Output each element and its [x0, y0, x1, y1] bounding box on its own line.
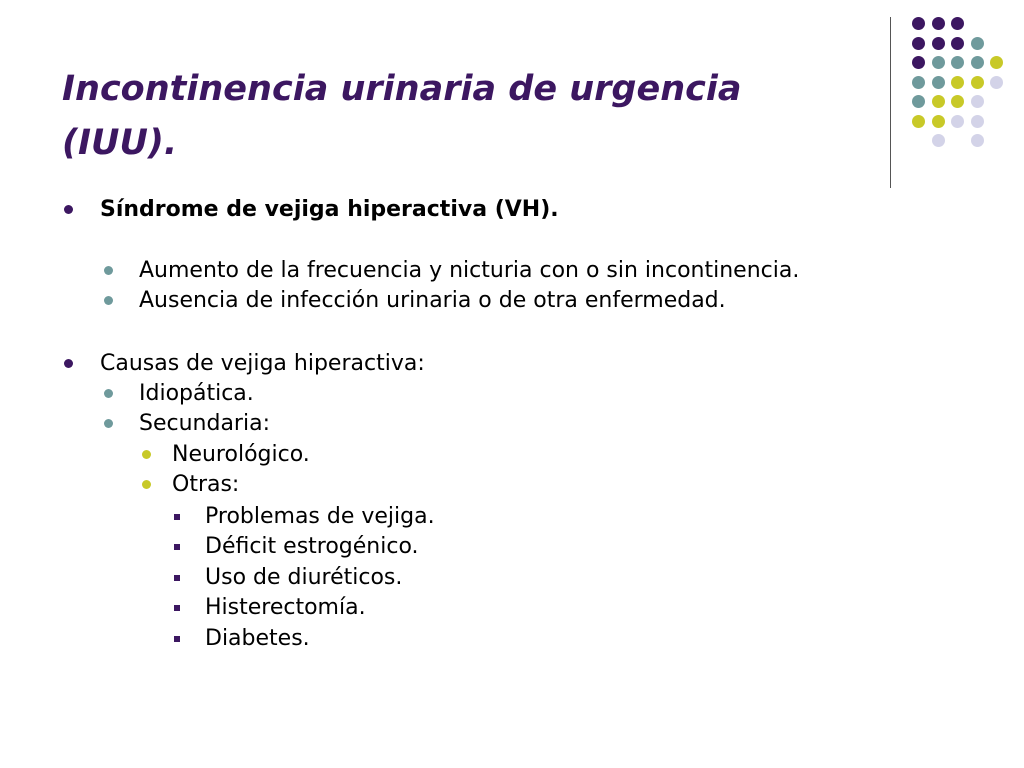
- slide-title: Incontinencia urinaria de urgencia (IUU).: [62, 69, 742, 163]
- bullet-marker-icon: [174, 636, 180, 642]
- bullet-marker-icon: [174, 544, 180, 550]
- bullet-item-level-4: Histerectomía.: [205, 595, 366, 620]
- bullet-item-level-2: Idiopática.: [139, 381, 254, 406]
- bullet-item-level-4: Uso de diuréticos.: [205, 565, 403, 590]
- bullet-item-level-3: Neurológico.: [172, 442, 310, 467]
- bullet-marker-icon: [104, 266, 113, 275]
- bullet-marker-icon: [142, 450, 151, 459]
- bullet-marker-icon: [104, 389, 113, 398]
- bullet-marker-icon: [174, 575, 180, 581]
- bullet-marker-icon: [104, 296, 113, 305]
- bullet-item-level-4: Déficit estrogénico.: [205, 534, 419, 559]
- bullet-item-level-3: Otras:: [172, 472, 240, 497]
- bullet-item-level-4: Problemas de vejiga.: [205, 504, 435, 529]
- bullet-item-level-1: Síndrome de vejiga hiperactiva (VH).: [100, 197, 559, 222]
- bullet-item-level-2: Secundaria:: [139, 411, 270, 436]
- bullet-marker-icon: [104, 419, 113, 428]
- bullet-marker-icon: [142, 480, 151, 489]
- bullet-item-level-1: Causas de vejiga hiperactiva:: [100, 351, 425, 376]
- bullet-item-level-2: Aumento de la frecuencia y nicturia con o sin incontinencia.: [139, 258, 800, 283]
- bullet-marker-icon: [174, 605, 180, 611]
- bullet-item-level-2: Ausencia de infección urinaria o de otra enfermedad.: [139, 288, 726, 313]
- bullet-marker-icon: [64, 205, 73, 214]
- bullet-item-level-4: Diabetes.: [205, 626, 310, 651]
- bullet-marker-icon: [174, 514, 180, 520]
- bullet-marker-icon: [64, 359, 73, 368]
